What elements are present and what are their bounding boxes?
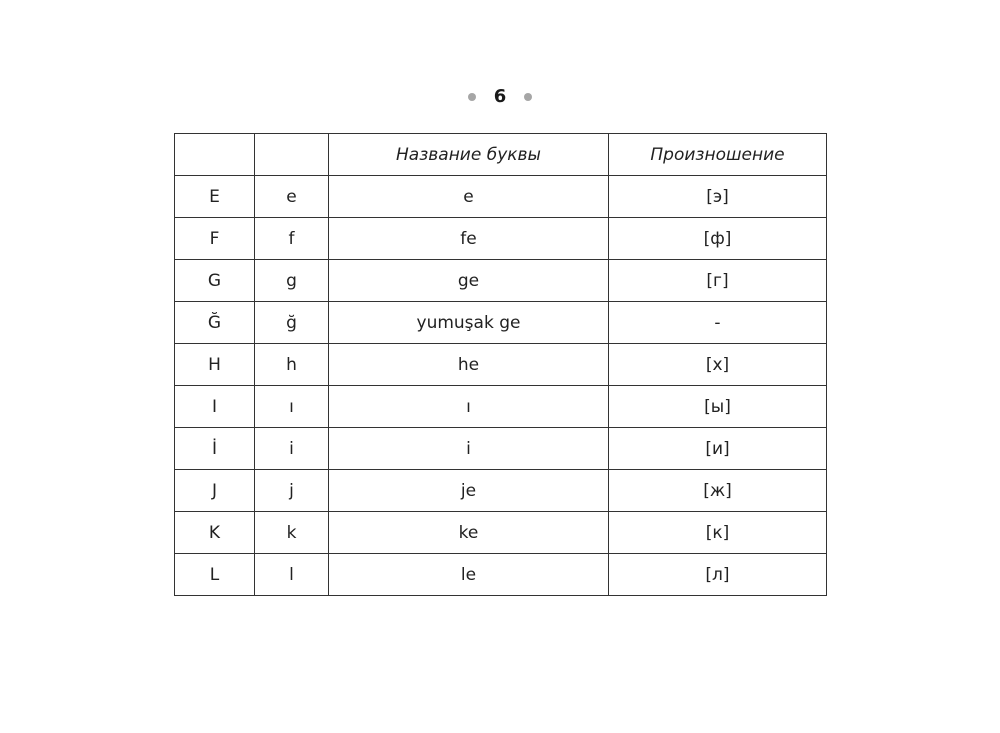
cell-letter-name: ke <box>329 512 609 554</box>
cell-letter-name: fe <box>329 218 609 260</box>
cell-uppercase: I <box>175 386 255 428</box>
cell-letter-name: i <box>329 428 609 470</box>
table-row <box>175 260 827 302</box>
page-header <box>0 84 1000 110</box>
cell-uppercase: J <box>175 470 255 512</box>
cell-uppercase: L <box>175 554 255 596</box>
cell-letter-name: ge <box>329 260 609 302</box>
header-pronunciation: Произношение <box>609 134 827 176</box>
alphabet-table <box>174 133 827 596</box>
cell-letter-name: je <box>329 470 609 512</box>
cell-pronunciation: [э] <box>609 176 827 218</box>
cell-letter-name: he <box>329 344 609 386</box>
cell-lowercase: f <box>255 218 329 260</box>
cell-lowercase: i <box>255 428 329 470</box>
cell-uppercase: İ <box>175 428 255 470</box>
table-row <box>175 470 827 512</box>
cell-lowercase: j <box>255 470 329 512</box>
cell-lowercase: ı <box>255 386 329 428</box>
cell-pronunciation: [х] <box>609 344 827 386</box>
table-row <box>175 302 827 344</box>
cell-letter-name: yumuşak ge <box>329 302 609 344</box>
header-letter-name: Название буквы <box>329 134 609 176</box>
cell-pronunciation: [ы] <box>609 386 827 428</box>
cell-lowercase: l <box>255 554 329 596</box>
cell-pronunciation: [л] <box>609 554 827 596</box>
table-row <box>175 344 827 386</box>
cell-uppercase: F <box>175 218 255 260</box>
table-row <box>175 218 827 260</box>
cell-pronunciation: [и] <box>609 428 827 470</box>
cell-pronunciation: [г] <box>609 260 827 302</box>
cell-letter-name: le <box>329 554 609 596</box>
cell-letter-name: ı <box>329 386 609 428</box>
cell-uppercase: G <box>175 260 255 302</box>
cell-lowercase: ğ <box>255 302 329 344</box>
decorative-dot-right <box>524 93 532 101</box>
cell-pronunciation: [ф] <box>609 218 827 260</box>
cell-uppercase: K <box>175 512 255 554</box>
cell-pronunciation: - <box>609 302 827 344</box>
cell-uppercase: Ğ <box>175 302 255 344</box>
cell-letter-name: e <box>329 176 609 218</box>
table-row <box>175 176 827 218</box>
cell-lowercase: k <box>255 512 329 554</box>
table-row <box>175 512 827 554</box>
table-row <box>175 554 827 596</box>
cell-lowercase: g <box>255 260 329 302</box>
header-uppercase <box>175 134 255 176</box>
cell-uppercase: E <box>175 176 255 218</box>
decorative-dot-left <box>468 93 476 101</box>
header-lowercase <box>255 134 329 176</box>
table-header-row <box>175 134 827 176</box>
cell-pronunciation: [ж] <box>609 470 827 512</box>
cell-lowercase: e <box>255 176 329 218</box>
cell-lowercase: h <box>255 344 329 386</box>
cell-pronunciation: [к] <box>609 512 827 554</box>
cell-uppercase: H <box>175 344 255 386</box>
table-row <box>175 386 827 428</box>
page-number: 6 <box>493 86 507 107</box>
table-row <box>175 428 827 470</box>
